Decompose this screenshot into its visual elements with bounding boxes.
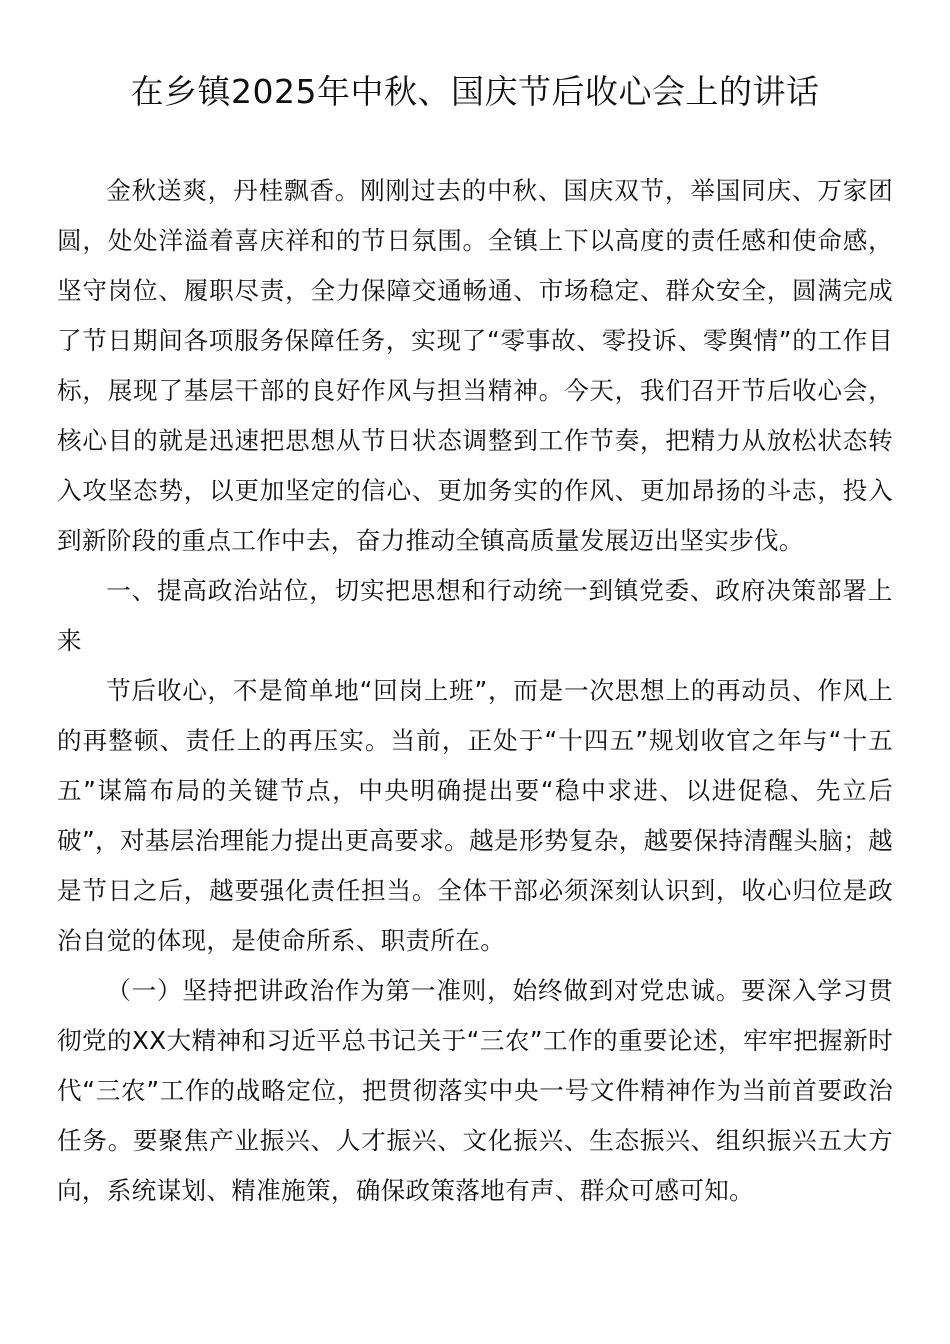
section-one-paragraph: 节后收心，不是简单地“回岗上班”，而是一次思想上的再动员、作风上的再整顿、责任上的再压实。当前，正处于“十四五”规划收官之年与“十五五”谋篇布局的关键节点，中央明确提出要“稳中求进、以进促稳、先立后破”，对基层治理能力提出更高要求。越是形势复杂，越要保持清醒头脑；越是节日之后，越要强化责任担当。全体干部必须深刻认识到，收心归位是政治自觉的体现，是使命所系、职责所在。 <box>57 676 893 955</box>
section-heading-one: 一、提高政治站位，切实把思想和行动统一到镇党委、政府决策部署上来 <box>57 576 893 655</box>
document-title: 在乡镇2025年中秋、国庆节后收心会上的讲话 <box>130 72 820 111</box>
subsection-one-paragraph: （一）坚持把讲政治作为第一准则，始终做到对党忠诚。要深入学习贯彻党的XX大精神和习近平总书记关于“三农”工作的重要论述，牢牢把握新时代“三农”工作的战略定位，把贯彻落实中央一号文件精神作为当前首要政治任务。要聚焦产业振兴、人才振兴、文化振兴、生态振兴、组织振兴五大方向，系统谋划、精准施策，确保政策落地有声、群众可感可知。 <box>57 976 893 1205</box>
document-body <box>57 166 893 1216</box>
intro-paragraph: 金秋送爽，丹桂飘香。刚刚过去的中秋、国庆双节，举国同庆、万家团圆，处处洋溢着喜庆祥和的节日氛围。全镇上下以高度的责任感和使命感，坚守岗位、履职尽责，全力保障交通畅通、市场稳定、群众安全，圆满完成了节日期间各项服务保障任务，实现了“零事故、零投诉、零舆情”的工作目标，展现了基层干部的良好作风与担当精神。今天，我们召开节后收心会，核心目的就是迅速把思想从节日状态调整到工作节奏，把精力从放松状态转入攻坚态势，以更加坚定的信心、更加务实的作风、更加昂扬的斗志，投入到新阶段的重点工作中去，奋力推动全镇高质量发展迈出坚实步伐。 <box>57 176 893 555</box>
